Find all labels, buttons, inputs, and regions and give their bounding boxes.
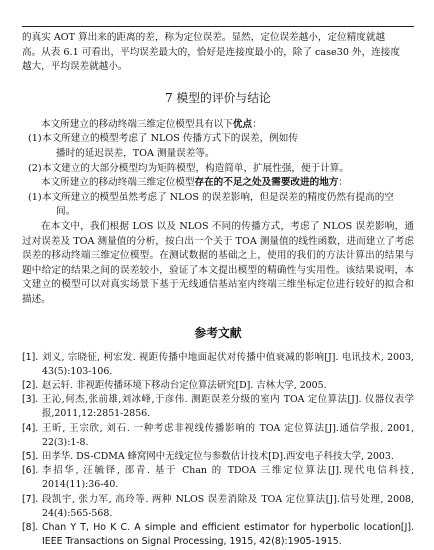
reference-text: 田孝华. DS-CDMA 蜂窝网中无线定位与参数估计技术[D].西安电子科技大学, 2003.: [42, 450, 394, 462]
reference-item: [22, 521, 414, 549]
advantages-intro: [22, 118, 414, 133]
reference-number: [2].: [22, 379, 39, 391]
advantages-intro-text: 本文所建立的移动终端三维定位模型具有以下: [41, 118, 233, 130]
reference-item: [22, 379, 414, 393]
reference-item: [22, 493, 414, 521]
advantage-item-1: [22, 132, 414, 147]
reference-item: [22, 393, 414, 421]
shortcoming-1-line-1: 本文所建立的模型虽然考虑了 NLOS 的误差影响，但是误差的精度仍然有提高的空: [42, 191, 394, 203]
shortcoming-1-line-2: 间。: [56, 206, 76, 218]
reference-number: [7].: [22, 493, 39, 505]
intro-line-2: 高。从表 6.1 可看出，平均误差最大的，恰好是连接度最小的，除了 case30 外，连接度: [22, 46, 400, 58]
shortcomings-intro: [22, 176, 414, 191]
advantage-2-number: (2): [28, 162, 42, 174]
reference-number: [4].: [22, 422, 39, 434]
shortcomings-intro-text: 本文所建立的移动终端三维定位模型: [41, 177, 195, 189]
advantage-1-line-1: 本文所建立的模型考虑了 NLOS 传播方式下的误差，例如传: [42, 133, 298, 145]
reference-text: 赵云轩. 非视距传播环境下移动台定位算法研究[D]. 吉林大学, 2005.: [42, 379, 327, 391]
reference-item: [22, 464, 414, 492]
shortcomings-intro-colon: ：: [338, 177, 348, 189]
reference-list: [22, 351, 414, 550]
intro-line-3: 越大，平均误差就越小。: [22, 61, 128, 73]
shortcoming-1-number: (1): [28, 191, 42, 203]
reference-number: [3].: [22, 394, 39, 406]
header-rule: [22, 26, 414, 27]
references-title: 参考文献: [194, 325, 242, 340]
reference-text: 段凯宇, 张力军, 高玲等. 两种 NLOS 误差消除及 TOA 定位算法[J].信号处理, 2008, 24(4):565-568.: [42, 493, 414, 519]
section-7-title: 7 模型的评价与结论: [165, 90, 271, 105]
reference-text: 刘义, 宗晓征, 柯宏发. 视距传播中地面起伏对传播中值衰减的影响[J]. 电讯技术, 2003, 43(5):103-106.: [42, 351, 414, 377]
reference-text: 王沁,何杰,张前雄,刘冰峰,于彦伟. 测距误差分级的室内 TOA 定位算法[J]. 仪器仪表学报,2011,12:2851-2856.: [42, 394, 414, 420]
reference-text: Chan Y T, Ho K C. A simple and efficient estimator for hyperbolic location[J]. IEEE Transactions on Signal Processing, 1915, 42(8):1905-1915.: [42, 521, 414, 548]
reference-text: 李招华, 汪毓铎, 邵青. 基于 Chan 的 TDOA 三维定位算法[J].现代电信科技, 2014(11):36-40.: [42, 465, 414, 491]
advantage-2-text: 本文建立的大部分模型均为矩阵模型，构造简单，扩展性强，便于计算。: [42, 162, 349, 174]
reference-number: [6].: [22, 465, 39, 477]
advantage-1-number: (1): [28, 133, 42, 145]
reference-item: [22, 450, 414, 464]
reference-number: [5].: [22, 450, 39, 462]
summary-paragraph: 在本文中，我们根据 LOS 以及 NLOS 不同的传播方式，考虑了 NLOS 误差影响，通过对误差及 TOA 测量值的分析，按白出一个关于 TOA 测量值的线性函数，进而建立了考虑误差的移动终端三维定位模型。在测试数据的基础之上，使用的我们的方法计算出的结果与题中给定的结果之间的误差较小，验证了本文提出模型的精确性与实用性。该结果说明，本文建立的模型可以对真实场景下基于无线通信基站室内终端三维坐标定位进行较好的拟合和描述。: [22, 220, 414, 305]
reference-item: [22, 422, 414, 450]
shortcomings-keyword: 存在的不足之处及需要改进的地方: [194, 177, 339, 189]
advantages-keyword: 优点: [232, 118, 253, 130]
reference-number: [1].: [22, 351, 39, 363]
reference-text: 王昕, 王宗欣, 刘石. 一种考虑非视线传播影响的 TOA 定位算法[J].通信学报, 2001, 22(3):1-8.: [42, 422, 414, 448]
reference-number: [8].: [22, 521, 39, 533]
intro-paragraph: [22, 31, 414, 75]
shortcoming-item-1: [22, 191, 414, 206]
advantages-intro-colon: ：: [252, 118, 262, 130]
advantage-1-line-2: 播时的延迟误差，TOA 测量误差等。: [56, 147, 215, 159]
advantage-item-2: [22, 162, 414, 177]
intro-line-1: 的真实 AOT 算出来的距离的差，称为定位误差。显然，定位误差越小，定位精度就越: [22, 32, 386, 43]
document-page: [22, 31, 414, 549]
reference-item: [22, 351, 414, 379]
